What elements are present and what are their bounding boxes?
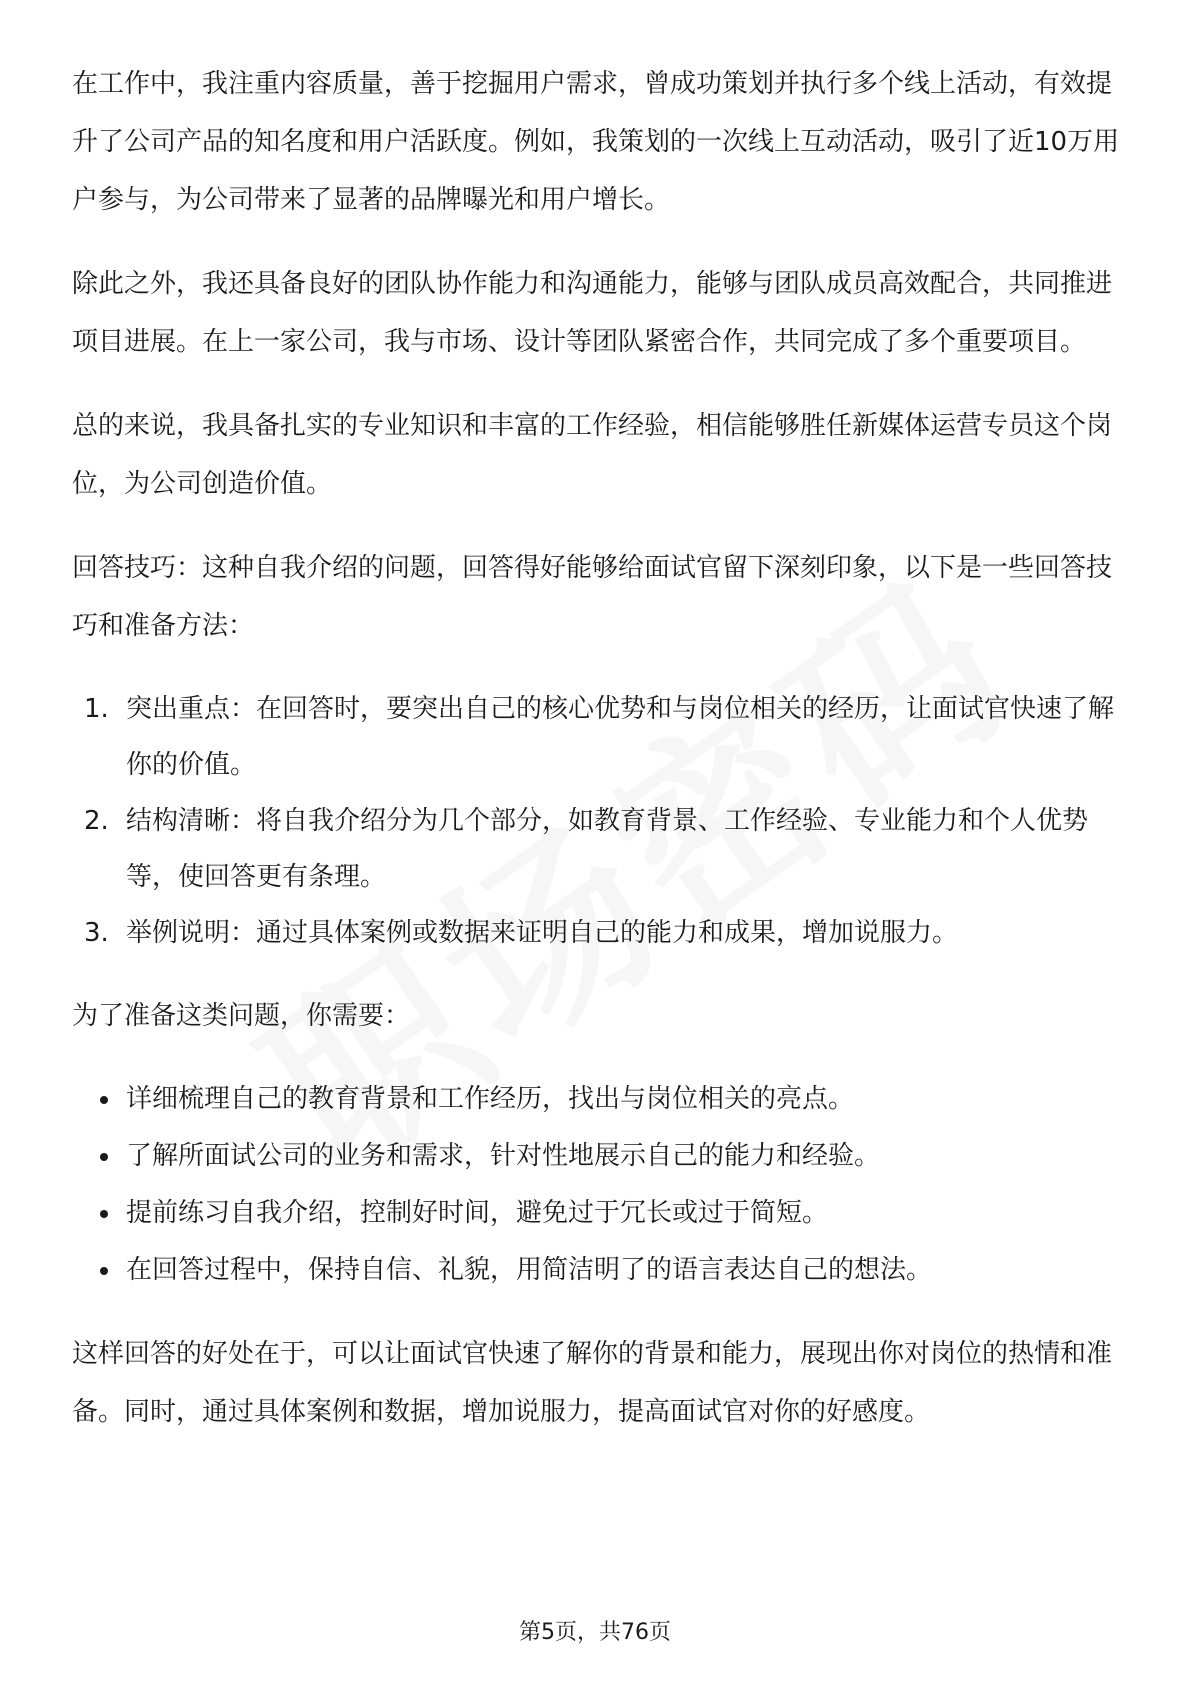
list-item — [72, 1242, 1122, 1299]
list-item-text: 在回答过程中，保持自信、礼貌，用简洁明了的语言表达自己的想法。 — [126, 1255, 933, 1285]
document-body — [72, 55, 1122, 1467]
list-item — [72, 793, 1122, 905]
tips-ordered-list — [72, 681, 1122, 961]
paragraph-closing: 这样回答的好处在于，可以让面试官快速了解你的背景和能力，展现出你对岗位的热情和准备。同时，通过具体案例和数据，增加说服力，提高面试官对你的好感度。 — [72, 1339, 1113, 1427]
paragraph-prep-intro: 为了准备这类问题，你需要： — [72, 1001, 411, 1031]
paragraph-work-experience: 在工作中，我注重内容质量，善于挖掘用户需求，曾成功策划并执行多个线上活动，有效提升了公司产品的知名度和用户活跃度。例如，我策划的一次线上互动活动，吸引了近10万用户参与，为公司带来了显著的品牌曝光和用户增长。 — [72, 69, 1120, 215]
prep-bullet-list — [72, 1071, 1122, 1299]
list-item — [72, 681, 1122, 793]
list-item-text: 突出重点：在回答时，要突出自己的核心优势和与岗位相关的经历，让面试官快速了解你的价值。 — [126, 694, 1115, 780]
paragraph-summary: 总的来说，我具备扎实的专业知识和丰富的工作经验，相信能够胜任新媒体运营专员这个岗位，为公司创造价值。 — [72, 411, 1113, 499]
list-item-text: 结构清晰：将自我介绍分为几个部分，如教育背景、工作经验、专业能力和个人优势等，使回答更有条理。 — [126, 806, 1089, 892]
list-item — [72, 1128, 1122, 1185]
list-item-number: 1. — [84, 694, 109, 724]
list-item-text: 详细梳理自己的教育背景和工作经历，找出与岗位相关的亮点。 — [126, 1084, 855, 1114]
list-item-number: 2. — [84, 806, 109, 836]
list-item-text: 了解所面试公司的业务和需求，针对性地展示自己的能力和经验。 — [126, 1141, 881, 1171]
list-item-number: 3. — [84, 918, 109, 948]
bullet-icon — [100, 1267, 108, 1275]
list-item — [72, 1071, 1122, 1128]
page-number-footer: 第5页，共76页 — [519, 1620, 671, 1645]
list-item — [72, 1185, 1122, 1242]
bullet-icon — [100, 1210, 108, 1218]
list-item-text: 举例说明：通过具体案例或数据来证明自己的能力和成果，增加说服力。 — [126, 918, 959, 948]
paragraph-teamwork: 除此之外，我还具备良好的团队协作能力和沟通能力，能够与团队成员高效配合，共同推进项目进展。在上一家公司，我与市场、设计等团队紧密合作，共同完成了多个重要项目。 — [72, 269, 1113, 357]
bullet-icon — [100, 1153, 108, 1161]
bullet-icon — [100, 1096, 108, 1104]
list-item-text: 提前练习自我介绍，控制好时间，避免过于冗长或过于简短。 — [126, 1198, 829, 1228]
paragraph-answer-tips: 回答技巧：这种自我介绍的问题，回答得好能够给面试官留下深刻印象，以下是一些回答技巧和准备方法： — [72, 553, 1113, 641]
list-item — [72, 905, 1122, 961]
